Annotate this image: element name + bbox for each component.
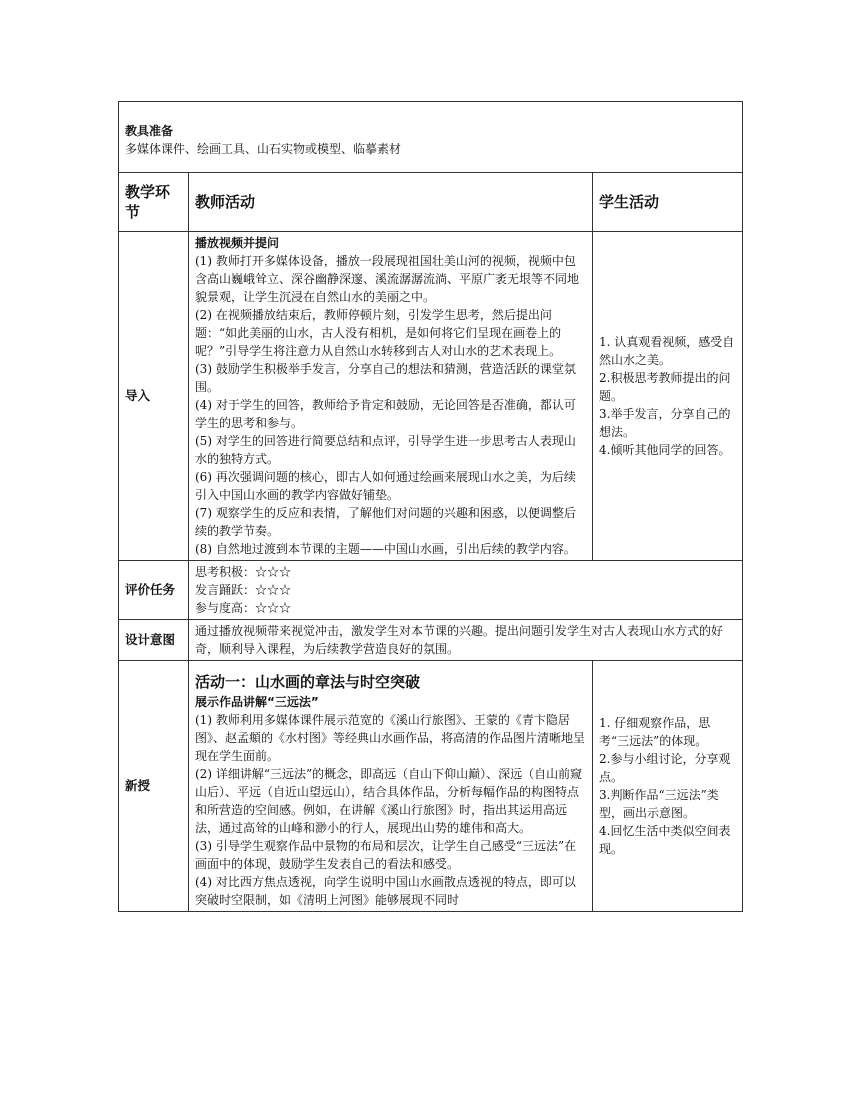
new-teacher-title: 展示作品讲解“三远法” [195, 695, 319, 709]
header-phase: 教学环节 [119, 173, 189, 232]
evaluation-cell [189, 561, 743, 620]
design-row [119, 620, 743, 661]
intro-teacher-item: (6) 再次强调问题的核心，即古人如何通过绘画来展现山水之美，为后续引入中国山水画的教学内容做好铺垫。 [195, 470, 576, 502]
header-teacher: 教师活动 [189, 173, 593, 232]
prep-content: 多媒体课件、绘画工具、山石实物或模型、临摹素材 [125, 142, 402, 156]
evaluation-row [119, 561, 743, 620]
intro-student-item: 1. 认真观看视频，感受自然山水之美。 [599, 335, 735, 367]
intro-phase: 导入 [119, 232, 189, 561]
header-row [119, 173, 743, 232]
new-phase: 新授 [119, 661, 189, 912]
evaluation-item: 发言踊跃：☆☆☆ [195, 583, 292, 597]
new-student-item: 1. 仔细观察作品，思考“三远法”的体现。 [599, 716, 711, 748]
new-student-item: 2.参与小组讨论，分享观点。 [599, 752, 731, 784]
intro-teacher-cell [189, 232, 593, 561]
intro-student-item: 4.倾听其他同学的回答。 [599, 443, 731, 457]
intro-student-item: 2.积极思考教师提出的问题。 [599, 371, 731, 403]
evaluation-item: 参与度高：☆☆☆ [195, 601, 292, 615]
new-student-cell [593, 661, 743, 912]
design-content: 通过播放视频带来视觉冲击，激发学生对本节课的兴趣。提出问题引发学生对古人表现山水方式的好奇，顺利导入课程，为后续教学营造良好的氛围。 [189, 620, 743, 661]
new-teacher-item: (2) 详细讲解“三远法”的概念，即高远（自山下仰山巅）、深远（自山前窥山后）、平远（自近山望远山），结合具体作品，分析每幅作品的构图特点和所营造的空间感。例如，在讲解《溪山行旅图》时，指出其运用高远法，通过高耸的山峰和渺小的行人，展现出山势的雄伟和高大。 [195, 767, 583, 835]
new-student-item: 3.判断作品“三远法”类型，画出示意图。 [599, 788, 719, 820]
intro-teacher-title: 播放视频并提问 [195, 236, 280, 250]
evaluation-item: 思考积极：☆☆☆ [195, 565, 292, 579]
header-student: 学生活动 [593, 173, 743, 232]
intro-teacher-item: (8) 自然地过渡到本节课的主题——中国山水画，引出后续的教学内容。 [195, 542, 576, 556]
new-teacher-item: (4) 对比西方焦点透视，向学生说明中国山水画散点透视的特点，即可以突破时空限制，如《清明上河图》能够展现不同时 [195, 875, 576, 907]
design-label: 设计意图 [119, 620, 189, 661]
intro-teacher-item: (5) 对学生的回答进行简要总结和点评，引导学生进一步思考古人表现山水的独特方式。 [195, 434, 576, 466]
intro-teacher-item: (1) 教师打开多媒体设备，播放一段展现祖国壮美山河的视频，视频中包含高山巍峨耸立、深谷幽静深邃、溪流潺潺流淌、平原广袤无垠等不同地貌景观，让学生沉浸在自然山水的美丽之中。 [195, 254, 580, 304]
intro-teacher-item: (3) 鼓励学生积极举手发言，分享自己的想法和猜测，营造活跃的课堂氛围。 [195, 362, 576, 394]
intro-student-cell [593, 232, 743, 561]
new-teacher-item: (1) 教师利用多媒体课件展示范宽的《溪山行旅图》、王蒙的《青卞隐居图》、赵孟頫的《水村图》等经典山水画作品，将高清的作品图片清晰地呈现在学生面前。 [195, 713, 586, 763]
evaluation-label: 评价任务 [119, 561, 189, 620]
intro-row [119, 232, 743, 561]
prep-cell [119, 102, 743, 173]
intro-student-item: 3.举手发言，分享自己的想法。 [599, 407, 731, 439]
new-teacher-item: (3) 引导学生观察作品中景物的布局和层次，让学生自己感受“三远法”在画面中的体现，鼓励学生发表自己的看法和感受。 [195, 839, 577, 871]
lesson-plan-page [118, 101, 742, 912]
new-teacher-cell [189, 661, 593, 912]
new-student-item: 4.回忆生活中类似空间表现。 [599, 824, 731, 856]
intro-teacher-item: (2) 在视频播放结束后，教师停顿片刻，引发学生思考，然后提出问题：“如此美丽的山水，古人没有相机，是如何将它们呈现在画卷上的呢？”引导学生将注意力从自然山水转移到古人对山水的艺术表现上。 [195, 308, 562, 358]
prep-title: 教具准备 [125, 124, 174, 138]
new-row [119, 661, 743, 912]
lesson-plan-table [118, 101, 743, 912]
activity-title: 活动一：山水画的章法与时空突破 [195, 673, 421, 691]
prep-row [119, 102, 743, 173]
intro-teacher-item: (4) 对于学生的回答，教师给予肯定和鼓励，无论回答是否准确，都认可学生的思考和参与。 [195, 398, 576, 430]
intro-teacher-item: (7) 观察学生的反应和表情，了解他们对问题的兴趣和困惑，以便调整后续的教学节奏。 [195, 506, 576, 538]
